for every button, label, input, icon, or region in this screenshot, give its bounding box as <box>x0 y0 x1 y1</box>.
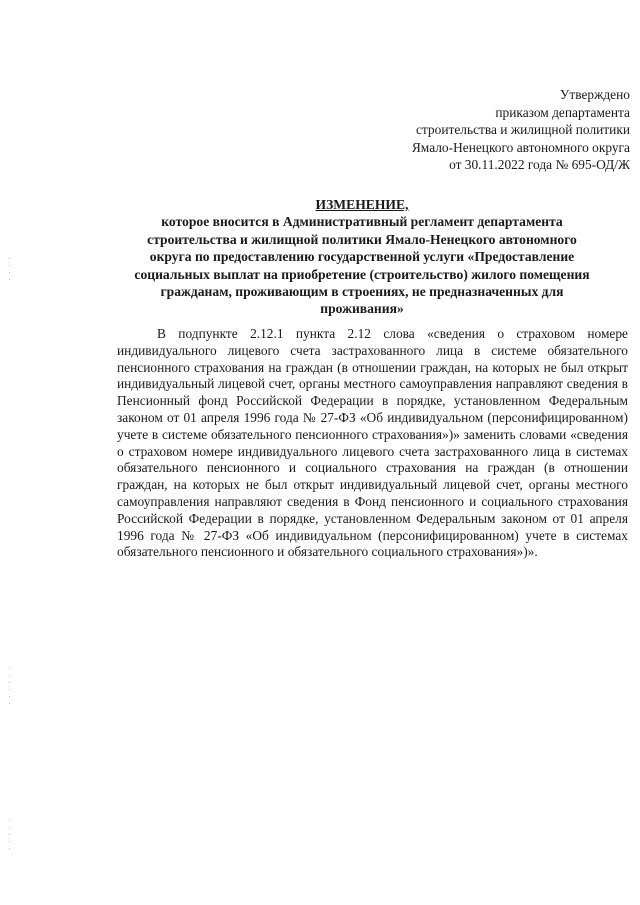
scan-margin-marks <box>9 820 11 855</box>
scan-margin-marks <box>9 258 11 286</box>
approval-line: строительства и жилищной политики <box>415 122 630 138</box>
body-text <box>117 326 628 561</box>
title-line: гражданам, проживающим в строениях, не предназначенных для <box>160 284 564 300</box>
document-title <box>112 196 612 318</box>
approval-stamp <box>412 86 630 174</box>
scan-margin-marks <box>9 668 11 710</box>
title-heading: ИЗМЕНЕНИЕ, <box>315 197 409 212</box>
title-line: социальных выплат на приобретение (строительство) жилого помещения <box>134 266 590 282</box>
body-paragraph: В подпункте 2.12.1 пункта 2.12 слова «сведения о страховом номере индивидуального лицевого счета застрахованного лица в системе обязательного пенсионного страхования на граждан (в отношении граждан, на которых не был открыт индивидуальный лицевой счет, органы местного самоуправления направляют сведения в Пенсионный фонд Российской Федерации в порядке, установленном Федеральным законом от 01 апреля 1996 года № 27-ФЗ «Об индивидуальном (персонифицированном) учете в системе обязательного пенсионного страхования»)» заменить словами «сведения о страховом номере индивидуального лицевого счета застрахованного лица в системах обязательного пенсионного и социального страхования на граждан (в отношении граждан, на которых не был открыт индивидуальный лицевой счет, органы местного самоуправления направляют сведения в Фонд пенсионного и социального страхования Российской Федерации в порядке, установленном Федеральным законом от 01 апреля 1996 года № 27-ФЗ «Об индивидуальном (персонифицированном) учете в системах обязательного пенсионного и обязательного социального страхования»)». <box>117 326 628 560</box>
title-line: округа по предоставлению государственной услуги «Предоставление <box>149 249 575 265</box>
title-line: которое вносится в Административный регламент департамента <box>161 214 563 230</box>
approval-line: Ямало-Ненецкого автономного округа <box>411 139 630 155</box>
title-line: проживания» <box>320 301 404 317</box>
approval-line: приказом департамента <box>495 104 630 120</box>
approval-line: Утверждено <box>559 87 630 102</box>
approval-date-line: от 30.11.2022 года № 695-ОД/Ж <box>449 157 630 173</box>
title-line: строительства и жилищной политики Ямало-Ненецкого автономного <box>147 231 577 247</box>
